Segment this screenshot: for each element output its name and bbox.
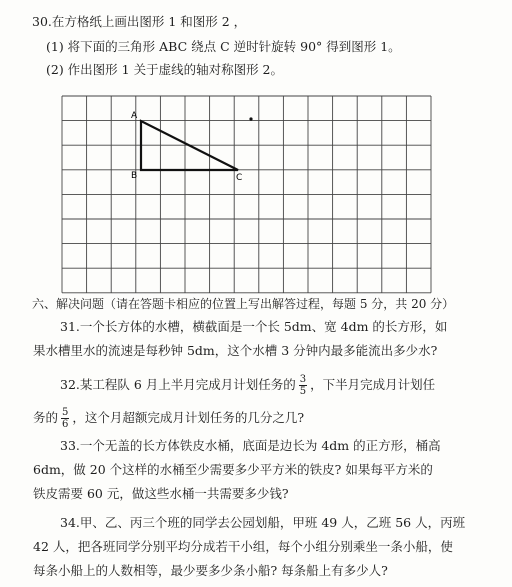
q30-item-1: (1) 将下面的三角形 ABC 绕点 C 逆时针旋转 90° 得到图形 1。 <box>46 39 401 54</box>
fraction-numerator: 3 <box>299 374 307 385</box>
fraction-3-5 <box>299 374 307 397</box>
fraction-denominator: 6 <box>62 419 69 430</box>
point-b-label: B <box>131 171 138 181</box>
q31-line-1: 31.一个长方体的水槽，横截面是一个长 5dm、宽 4dm 的长方形，如 <box>60 319 448 334</box>
q33-line-3: 铁皮需要 60 元，做这些水桶一共需要多少钱? <box>33 486 289 501</box>
fraction-5-6 <box>61 407 69 430</box>
q33-line-1: 33.一个无盖的长方体铁皮水桶，底面是边长为 4dm 的正方形，桶高 <box>60 438 441 453</box>
stray-dot <box>249 117 252 120</box>
q32-line-1 <box>60 374 435 397</box>
q34-line-3: 每条小船上的人数相等，最少要多少条小船? 每条船上有多少人? <box>33 563 388 578</box>
q34-line-1: 34.甲、乙、丙三个班的同学去公园划船，甲班 49 人，乙班 56 人，丙班 <box>60 515 466 530</box>
fraction-numerator: 5 <box>62 407 69 418</box>
q31-line-2: 果水槽里水的流速是每秒钟 5dm，这个水槽 3 分钟内最多能流出多少水? <box>33 343 438 358</box>
point-c-label: C <box>236 173 243 183</box>
q32-line-2 <box>33 407 304 430</box>
q32-text-pre-2: 务的 <box>33 410 59 425</box>
q32-text-post-2: ，这个月超额完成月计划任务的几分之几? <box>72 410 305 425</box>
q30-title: 30.在方格纸上画出图形 1 和图形 2 ， <box>32 14 247 29</box>
grid-lines <box>62 96 431 293</box>
q32-text-post: ，下半月完成月计划任 <box>310 377 436 392</box>
fraction-denominator: 5 <box>299 386 307 397</box>
q34-line-2: 42 人，把各班同学分别平均分成若干小组，每个小组分别乘坐一条小船，使 <box>33 539 453 554</box>
point-a-label: A <box>131 111 138 121</box>
q30-item-2: (2) 作出图形 1 关于虚线的轴对称图形 2。 <box>46 62 284 77</box>
section-heading: 六、解决问题（请在答题卡相应的位置上写出解答过程，每题 5 分，共 20 分） <box>32 297 455 311</box>
q33-line-2: 6dm，做 20 个这样的水桶至少需要多少平方米的铁皮? 如果每平方米的 <box>33 462 433 477</box>
q32-text-pre: 32.某工程队 6 月上半月完成月计划任务的 <box>60 377 296 392</box>
